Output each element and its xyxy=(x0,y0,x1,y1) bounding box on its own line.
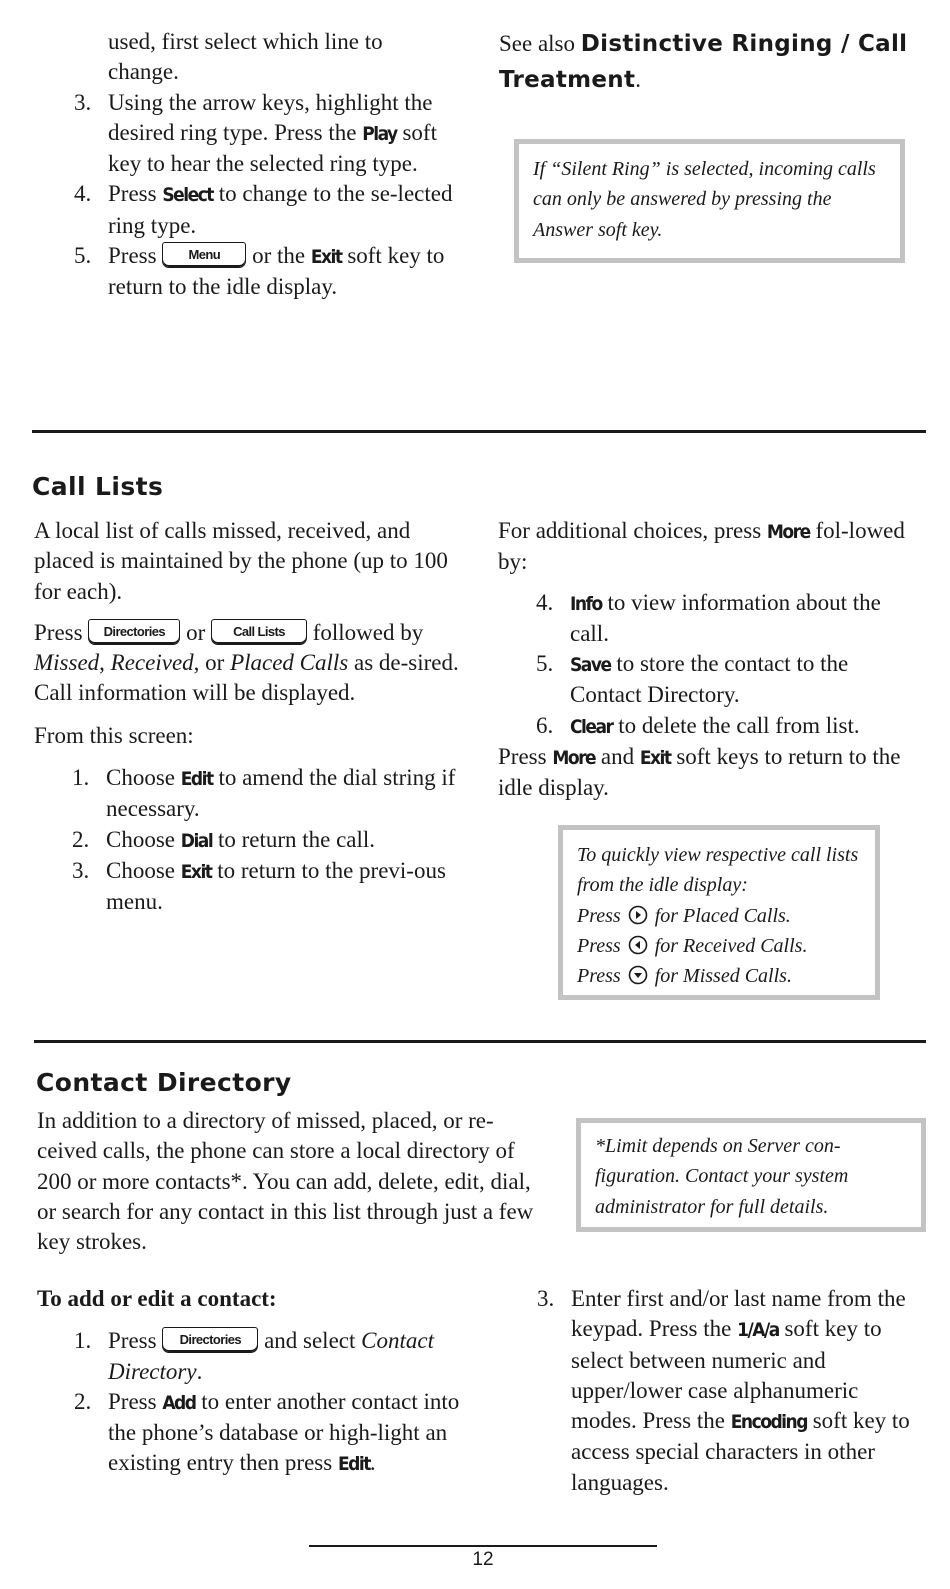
page-number: 12 xyxy=(472,1549,494,1570)
menu-key-icon: Menu xyxy=(162,242,246,268)
exit-softkey-label: Exit xyxy=(180,860,212,883)
call-lists-right-column xyxy=(498,516,918,804)
ring-intro-text: used, first select which line to change. xyxy=(108,29,383,85)
footer-rule xyxy=(309,1545,657,1547)
add-contact-subheading: To add or edit a contact: xyxy=(37,1286,277,1311)
call-lists-press-text: Press Directories or Call Lists followed by Missed, Received, or Placed Calls as de-sired. Call information will be displayed. xyxy=(34,619,459,706)
list-item: 3. Enter first and/or last name from the keypad. Press the 1/A/a soft key to select between numeric and upper/lower case alphanumeric modes. Press the Encoding soft key to access special characters in other languages. xyxy=(537,1286,910,1495)
list-item: 1. Press Directories and select Contact Directory. xyxy=(74,1328,434,1384)
ring-step-4: 4. Press Select to change to the se-lected ring type. xyxy=(74,181,453,238)
list-item: 5. Save to store the contact to the Contact Directory. xyxy=(536,651,849,708)
list-item: 1. Choose Edit to amend the dial string if necessary. xyxy=(72,765,456,822)
ring-steps-column xyxy=(74,27,466,303)
directories-key-icon: Directories xyxy=(88,619,180,645)
dial-softkey-label: Dial xyxy=(180,829,213,852)
silent-ring-note: If “Silent Ring” is selected, incoming calls can only be answered by pressing the Answer soft key. xyxy=(514,139,905,263)
tip-row-missed: Press for Missed Calls. xyxy=(577,965,792,988)
section-divider xyxy=(32,430,926,433)
right-arrow-icon xyxy=(628,905,648,925)
list-item: 4. Info to view information about the call. xyxy=(536,589,881,646)
server-limit-note: *Limit depends on Server con-figuration. Contact your system administrator for full details. xyxy=(576,1118,926,1232)
more-softkey-label: More xyxy=(552,747,596,770)
encoding-softkey-label: Encoding xyxy=(730,1411,807,1434)
exit-softkey-label: Exit xyxy=(310,246,342,269)
ring-step-3: 3. Using the arrow keys, highlight the desired ring type. Press the Play soft key to hear the selected ring type. xyxy=(74,89,437,177)
edit-softkey-label: Edit xyxy=(180,768,213,791)
exit-softkey-label: Exit xyxy=(639,747,671,770)
see-also-link[interactable]: Distinctive Ringing / Call Treatment xyxy=(499,31,908,93)
mode-softkey-label: 1/A/a xyxy=(737,1319,779,1342)
section-divider xyxy=(34,1040,926,1043)
left-arrow-icon xyxy=(628,935,648,955)
save-softkey-label: Save xyxy=(570,654,611,677)
directories-key-icon: Directories xyxy=(162,1327,258,1353)
list-item: 6. Clear to delete the call from list. xyxy=(536,712,860,738)
play-softkey-label: Play xyxy=(362,122,397,145)
add-contact-steps xyxy=(37,1326,467,1479)
clear-softkey-label: Clear xyxy=(570,715,613,738)
see-also-text: See also Distinctive Ringing / Call Treatment. xyxy=(499,31,908,93)
add-softkey-label: Add xyxy=(162,1391,196,1414)
tip-row-received: Press for Received Calls. xyxy=(577,934,808,957)
edit-softkey-label: Edit xyxy=(337,1453,370,1476)
more-softkey-label: More xyxy=(766,521,810,543)
down-arrow-icon xyxy=(628,965,648,985)
more-steps xyxy=(498,588,918,742)
call-lists-key-icon: Call Lists xyxy=(211,619,307,645)
call-lists-heading: Call Lists xyxy=(32,472,164,501)
list-item: 3. Choose Exit to return to the previ-ous menu. xyxy=(72,857,446,915)
more-intro-text: For additional choices, press More fol-lowed by: xyxy=(498,518,905,575)
quick-view-tip: To quickly view respective call lists from the idle display: Press for Placed Calls. Press for Received Calls. Press for Missed Calls. xyxy=(558,825,880,1000)
select-softkey-label: Select xyxy=(162,184,213,207)
call-lists-intro: A local list of calls missed, received, and placed is maintained by the phone (up to 100 for each). xyxy=(34,518,448,604)
list-item: 2. Choose Dial to return the call. xyxy=(72,826,376,852)
call-lists-steps xyxy=(34,763,462,917)
contact-directory-intro: In addition to a directory of missed, placed, or re-ceived calls, the phone can store a local directory of 200 or more contacts*. You can add, delete, edit, dial, or search for any contact in this list through just a few key strokes. xyxy=(37,1108,534,1255)
list-item: 2. Press Add to enter another contact into the phone’s database or high-light an existing entry then press Edit. xyxy=(74,1388,460,1476)
info-softkey-label: Info xyxy=(570,592,602,615)
tip-row-placed: Press for Placed Calls. xyxy=(577,904,791,927)
call-lists-left-column xyxy=(34,516,462,918)
add-contact-left-column xyxy=(37,1284,467,1480)
ring-step-5: 5. Press Menu or the Exit soft key to return to the idle display. xyxy=(74,243,445,300)
from-screen-text: From this screen: xyxy=(34,722,194,748)
add-contact-right-column xyxy=(537,1284,929,1498)
return-text: Press More and Exit soft keys to return to the idle display. xyxy=(498,744,901,801)
contact-directory-heading: Contact Directory xyxy=(36,1068,292,1097)
